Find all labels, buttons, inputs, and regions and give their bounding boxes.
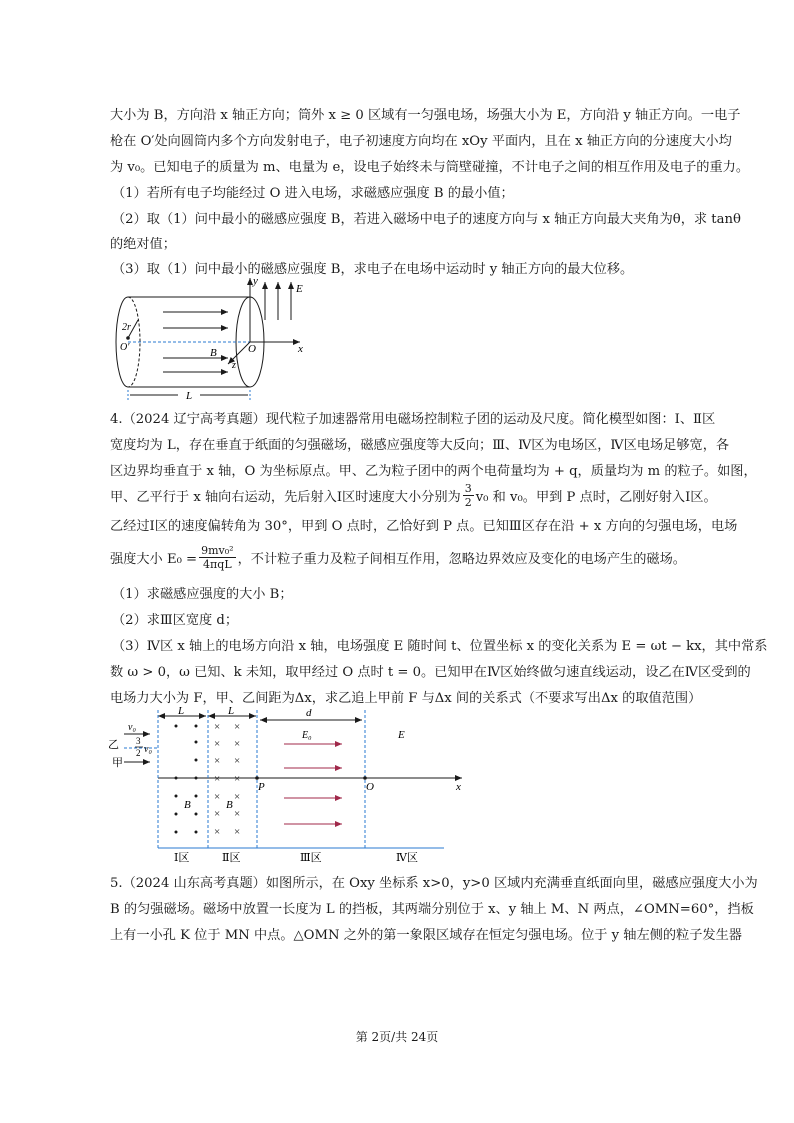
svg-text:×: × xyxy=(234,791,241,803)
svg-text:×: × xyxy=(234,721,241,733)
point-o-dot xyxy=(363,776,367,780)
svg-text:×: × xyxy=(234,755,241,767)
fig2-p-label: P xyxy=(258,781,265,793)
fig2-zone2-label: Ⅱ区 xyxy=(222,852,241,864)
origin-o-prime-dot xyxy=(126,336,130,340)
q4-line-6b: ，不计粒子重力及粒子间相互作用，忽略边界效应及变化的电场产生的磁场。 xyxy=(237,551,686,567)
svg-text:×: × xyxy=(214,773,221,785)
fig2-three-label: 3 xyxy=(136,736,141,746)
fig2-yi-label: 乙 xyxy=(108,739,119,751)
q3-sub-1: （1）若所有电子均能经过 O 进入电场，求磁感应强度 B 的最小值； xyxy=(112,186,514,201)
fig2-x-label: x xyxy=(456,781,461,793)
q4-sub-3c: 电场力大小为 F，甲、乙间距为Δx，求乙追上甲前 F 与Δx 间的关系式（不要求写出Δx 的取值范围） xyxy=(110,691,702,706)
q3-line-2: 枪在 O′处向圆筒内多个方向发射电子，电子初速度方向均在 xOy 平面内，且在 x 轴正方向的分速度大小均 xyxy=(110,134,732,149)
fig2-v0b-label: v₀ xyxy=(144,744,152,755)
fig2-b1-label: B xyxy=(184,799,191,811)
fig2-l1-label: L xyxy=(178,706,185,717)
fig1-y-label: y xyxy=(253,275,258,287)
q3-sub-2a: （2）取（1）问中最小的磁感应强度 B，若进入磁场中电子的速度方向与 x 轴正方向最大夹角为θ，求 tanθ xyxy=(112,212,741,227)
svg-text:×: × xyxy=(214,826,221,838)
q4-line-1: 4.（2024 辽宁高考真题）现代粒子加速器常用电磁场控制粒子团的运动及尺度。简化模型如图：Ⅰ、Ⅱ区 xyxy=(110,412,716,427)
q4-frac-e0-num: 9mv₀² xyxy=(201,543,234,557)
q5-line-3: 上有一小孔 K 位于 MN 中点。△OMN 之外的第一象限区域存在恒定匀强电场。位于 y 轴左侧的粒子发生器 xyxy=(110,928,742,943)
fig1-z-label: z xyxy=(232,360,236,371)
q4-line-6 xyxy=(110,540,686,574)
q4-line-3: 区边界均垂直于 x 轴，O 为坐标原点。甲、乙为粒子团中的两个电荷量均为 + q，质量均为 m 的粒子。如图， xyxy=(110,464,757,479)
svg-text:×: × xyxy=(214,738,221,750)
region1-dots xyxy=(175,725,198,834)
figure-cylinder xyxy=(108,272,318,402)
q4-sub-1: （1）求磁感应强度的大小 B； xyxy=(112,587,293,602)
q4-sub-3a: （3）Ⅳ区 x 轴上的电场方向沿 x 轴，电场强度 E 随时间 t、位置坐标 x 的变化关系为 E = ωt − kx，其中常系 xyxy=(112,639,768,654)
q4-frac-3-2 xyxy=(463,482,474,509)
fig1-b-label: B xyxy=(210,347,217,359)
figure-regions xyxy=(104,706,474,866)
region2-crosses xyxy=(214,721,240,838)
q4-line-4b: v₀ 和 v₀。甲到 P 点时，乙刚好射入Ⅰ区。 xyxy=(475,489,717,505)
svg-text:×: × xyxy=(214,755,221,767)
svg-text:×: × xyxy=(214,721,221,733)
svg-text:×: × xyxy=(234,738,241,750)
q4-frac-3-2-den: 2 xyxy=(464,495,472,509)
fig1-e-label: E xyxy=(296,283,303,295)
fig2-e-label: E xyxy=(398,729,405,741)
fig2-e0-label: E₀ xyxy=(302,730,312,741)
q3-sub-3: （3）取（1）问中最小的磁感应强度 B，求电子在电场中运动时 y 轴正方向的最大位移。 xyxy=(112,262,634,277)
svg-text:×: × xyxy=(214,808,221,820)
q4-frac-e0-den: 4πqL xyxy=(203,557,232,571)
fig2-d-label: d xyxy=(306,707,312,719)
q3-line-3: 为 v₀。已知电子的质量为 m、电量为 e，设电子始终未与筒壁碰撞，不计电子之间的相互作用及电子的重力。 xyxy=(110,160,750,175)
fig2-v0-label: v₀ xyxy=(128,722,136,733)
fig2-l2-label: L xyxy=(228,706,235,717)
q3-sub-2b: 的绝对值； xyxy=(110,237,176,252)
svg-text:×: × xyxy=(234,773,241,785)
q4-line-6a: 强度大小 E₀ = xyxy=(110,551,198,567)
point-p-dot xyxy=(255,776,259,780)
fig1-radius-label: 2r xyxy=(122,322,131,333)
fig1-x-label: x xyxy=(298,343,303,355)
svg-text:×: × xyxy=(214,791,221,803)
fig2-b2-label: B xyxy=(226,799,233,811)
q3-line-1: 大小为 B，方向沿 x 轴正方向；筒外 x ≥ 0 区域有一匀强电场，场强大小为 E，方向沿 y 轴正方向。一电子 xyxy=(110,108,741,123)
svg-text:×: × xyxy=(234,826,241,838)
q4-sub-3b: 数 ω > 0，ω 已知、k 未知，取甲经过 O 点时 t = 0。已知甲在Ⅳ区始终做匀速直线运动，设乙在Ⅳ区受到的 xyxy=(110,665,751,680)
fig1-o-label: O xyxy=(248,343,256,355)
fig1-o-prime-label: O′ xyxy=(120,342,130,353)
q4-line-4a: 甲、乙平行于 x 轴向右运动，先后射入Ⅰ区时速度大小分别为 xyxy=(110,489,461,505)
page-footer: 第 2页/共 24页 xyxy=(355,1030,439,1044)
fig1-l-label: L xyxy=(186,390,193,402)
q4-frac-3-2-num: 3 xyxy=(464,481,472,495)
fig2-o-label: O xyxy=(366,781,374,793)
q5-line-1: 5.（2024 山东高考真题）如图所示，在 Oxy 坐标系 x>0，y>0 区域内充满垂直纸面向里，磁感应强度大小为 xyxy=(110,876,758,891)
fig2-jia-label: 甲 xyxy=(112,757,123,769)
fig2-two-label: 2 xyxy=(136,748,141,758)
fig2-zone1-label: Ⅰ区 xyxy=(174,852,190,864)
q4-line-5: 乙经过Ⅰ区的速度偏转角为 30°，甲到 O 点时，乙恰好到 P 点。已知Ⅲ区存在沿 + x 方向的匀强电场，电场 xyxy=(110,519,738,534)
fig2-zone3-label: Ⅲ区 xyxy=(300,852,322,864)
q4-frac-e0 xyxy=(199,544,235,571)
q4-line-2: 宽度均为 L，存在垂直于纸面的匀强磁场，磁感应强度等大反向；Ⅲ、Ⅳ区为电场区，Ⅳ区电场足够宽，各 xyxy=(110,438,730,453)
q4-sub-2: （2）求Ⅲ区宽度 d； xyxy=(112,613,239,628)
svg-text:×: × xyxy=(234,808,241,820)
q5-line-2: B 的匀强磁场。磁场中放置一长度为 L 的挡板，其两端分别位于 x、y 轴上 M、N 两点，∠OMN=60°，挡板 xyxy=(110,902,754,917)
fig2-zone4-label: Ⅳ区 xyxy=(396,852,418,864)
q4-line-4 xyxy=(110,480,717,510)
